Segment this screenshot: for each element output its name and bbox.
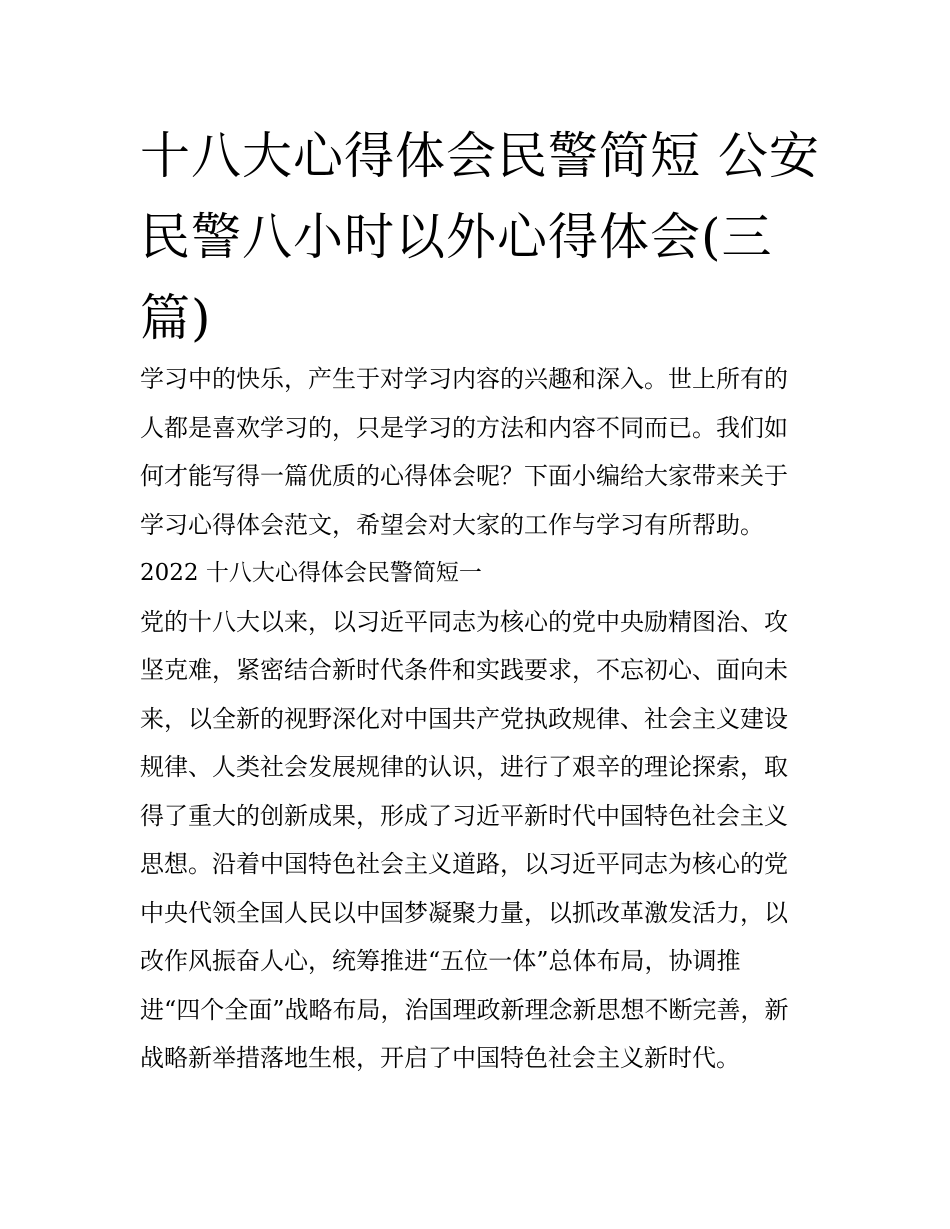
text-line: 思想。沿着中国特色社会主义道路，以习近平同志为核心的党 <box>140 850 788 878</box>
text-line: 党的十八大以来，以习近平同志为核心的党中央励精图治、攻 <box>140 607 788 636</box>
text-line: 何才能写得一篇优质的心得体会呢？下面小编给大家带来关于 <box>140 462 788 490</box>
section-paragraph <box>140 598 820 1083</box>
document-body <box>140 355 820 1083</box>
text-line: 坚克难，紧密结合新时代条件和实践要求，不忘初心、面向未 <box>140 656 788 684</box>
text-line: 得了重大的创新成果，形成了习近平新时代中国特色社会主义 <box>140 801 788 830</box>
text-line: 来，以全新的视野深化对中国共产党执政规律、社会主义建设 <box>140 704 788 733</box>
text-line: 学习心得体会范文，希望会对大家的工作与学习有所帮助。 <box>140 510 764 539</box>
text-line: 进“四个全面”战略布局，治国理政新理念新思想不断完善，新 <box>140 995 789 1024</box>
text-line: 改作风振奋人心，统筹推进“五位一体”总体布局，协调推 <box>140 947 741 975</box>
document-title <box>140 116 820 359</box>
section-heading: 2022 十八大心得体会民警简短一 <box>140 560 482 586</box>
text-line: 人都是喜欢学习的，只是学习的方法和内容不同而已。我们如 <box>140 413 788 442</box>
text-line: 战略新举措落地生根，开启了中国特色社会主义新时代。 <box>140 1044 740 1072</box>
intro-paragraph <box>140 355 820 549</box>
title-line: 十八大心得体会民警简短 公安 <box>140 127 820 185</box>
text-line: 中央代领全国人民以中国梦凝聚力量，以抓改革激发活力，以 <box>140 898 788 927</box>
text-line: 规律、人类社会发展规律的认识，进行了艰辛的理论探索，取 <box>140 753 788 781</box>
title-line: 篇) <box>140 289 212 347</box>
text-line: 学习中的快乐，产生于对学习内容的兴趣和深入。世上所有的 <box>140 365 788 393</box>
title-line: 民警八小时以外心得体会(三 <box>140 208 773 266</box>
